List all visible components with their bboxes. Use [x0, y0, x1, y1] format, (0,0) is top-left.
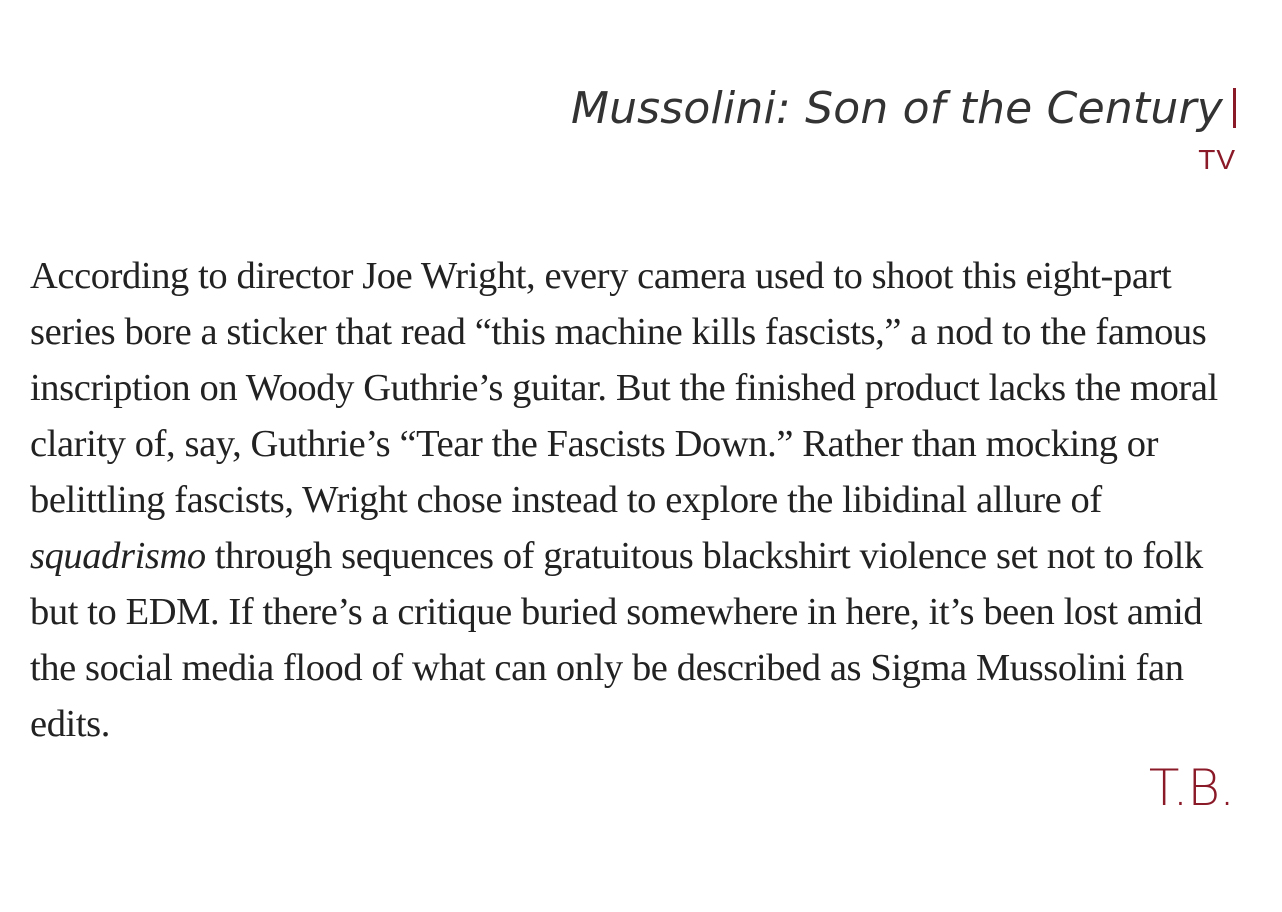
italic-term: squadrismo — [30, 535, 206, 577]
article-title: Mussolini: Son of the Century — [570, 83, 1223, 134]
title-line — [571, 78, 1236, 140]
author-initials: T.B. — [1148, 759, 1234, 817]
paragraph-text-start: According to director Joe Wright, every camera used to shoot this eight-part series bore a sticker that read “this machine kills fascists,” a nod to the famous inscription on Woody Guthrie’s guitar. But the finished product lacks the moral clarity of, say, Guthrie’s “Tear the Fascists Down.” Rather than mocking or belittling fascists, Wright chose instead to explore the libidinal allure of — [30, 255, 1218, 521]
title-accent-bar — [1233, 88, 1236, 128]
category-label: TV — [1198, 144, 1236, 175]
paragraph-text-end: through sequences of gratuitous blackshirt violence set not to folk but to EDM. If there’s a critique buried somewhere in here, it’s been lost amid the social media flood of what can only be described as Sigma Mussolini fan edits. — [30, 535, 1203, 745]
article-body — [30, 248, 1242, 752]
article-header — [571, 78, 1236, 174]
article-paragraph — [30, 248, 1242, 752]
